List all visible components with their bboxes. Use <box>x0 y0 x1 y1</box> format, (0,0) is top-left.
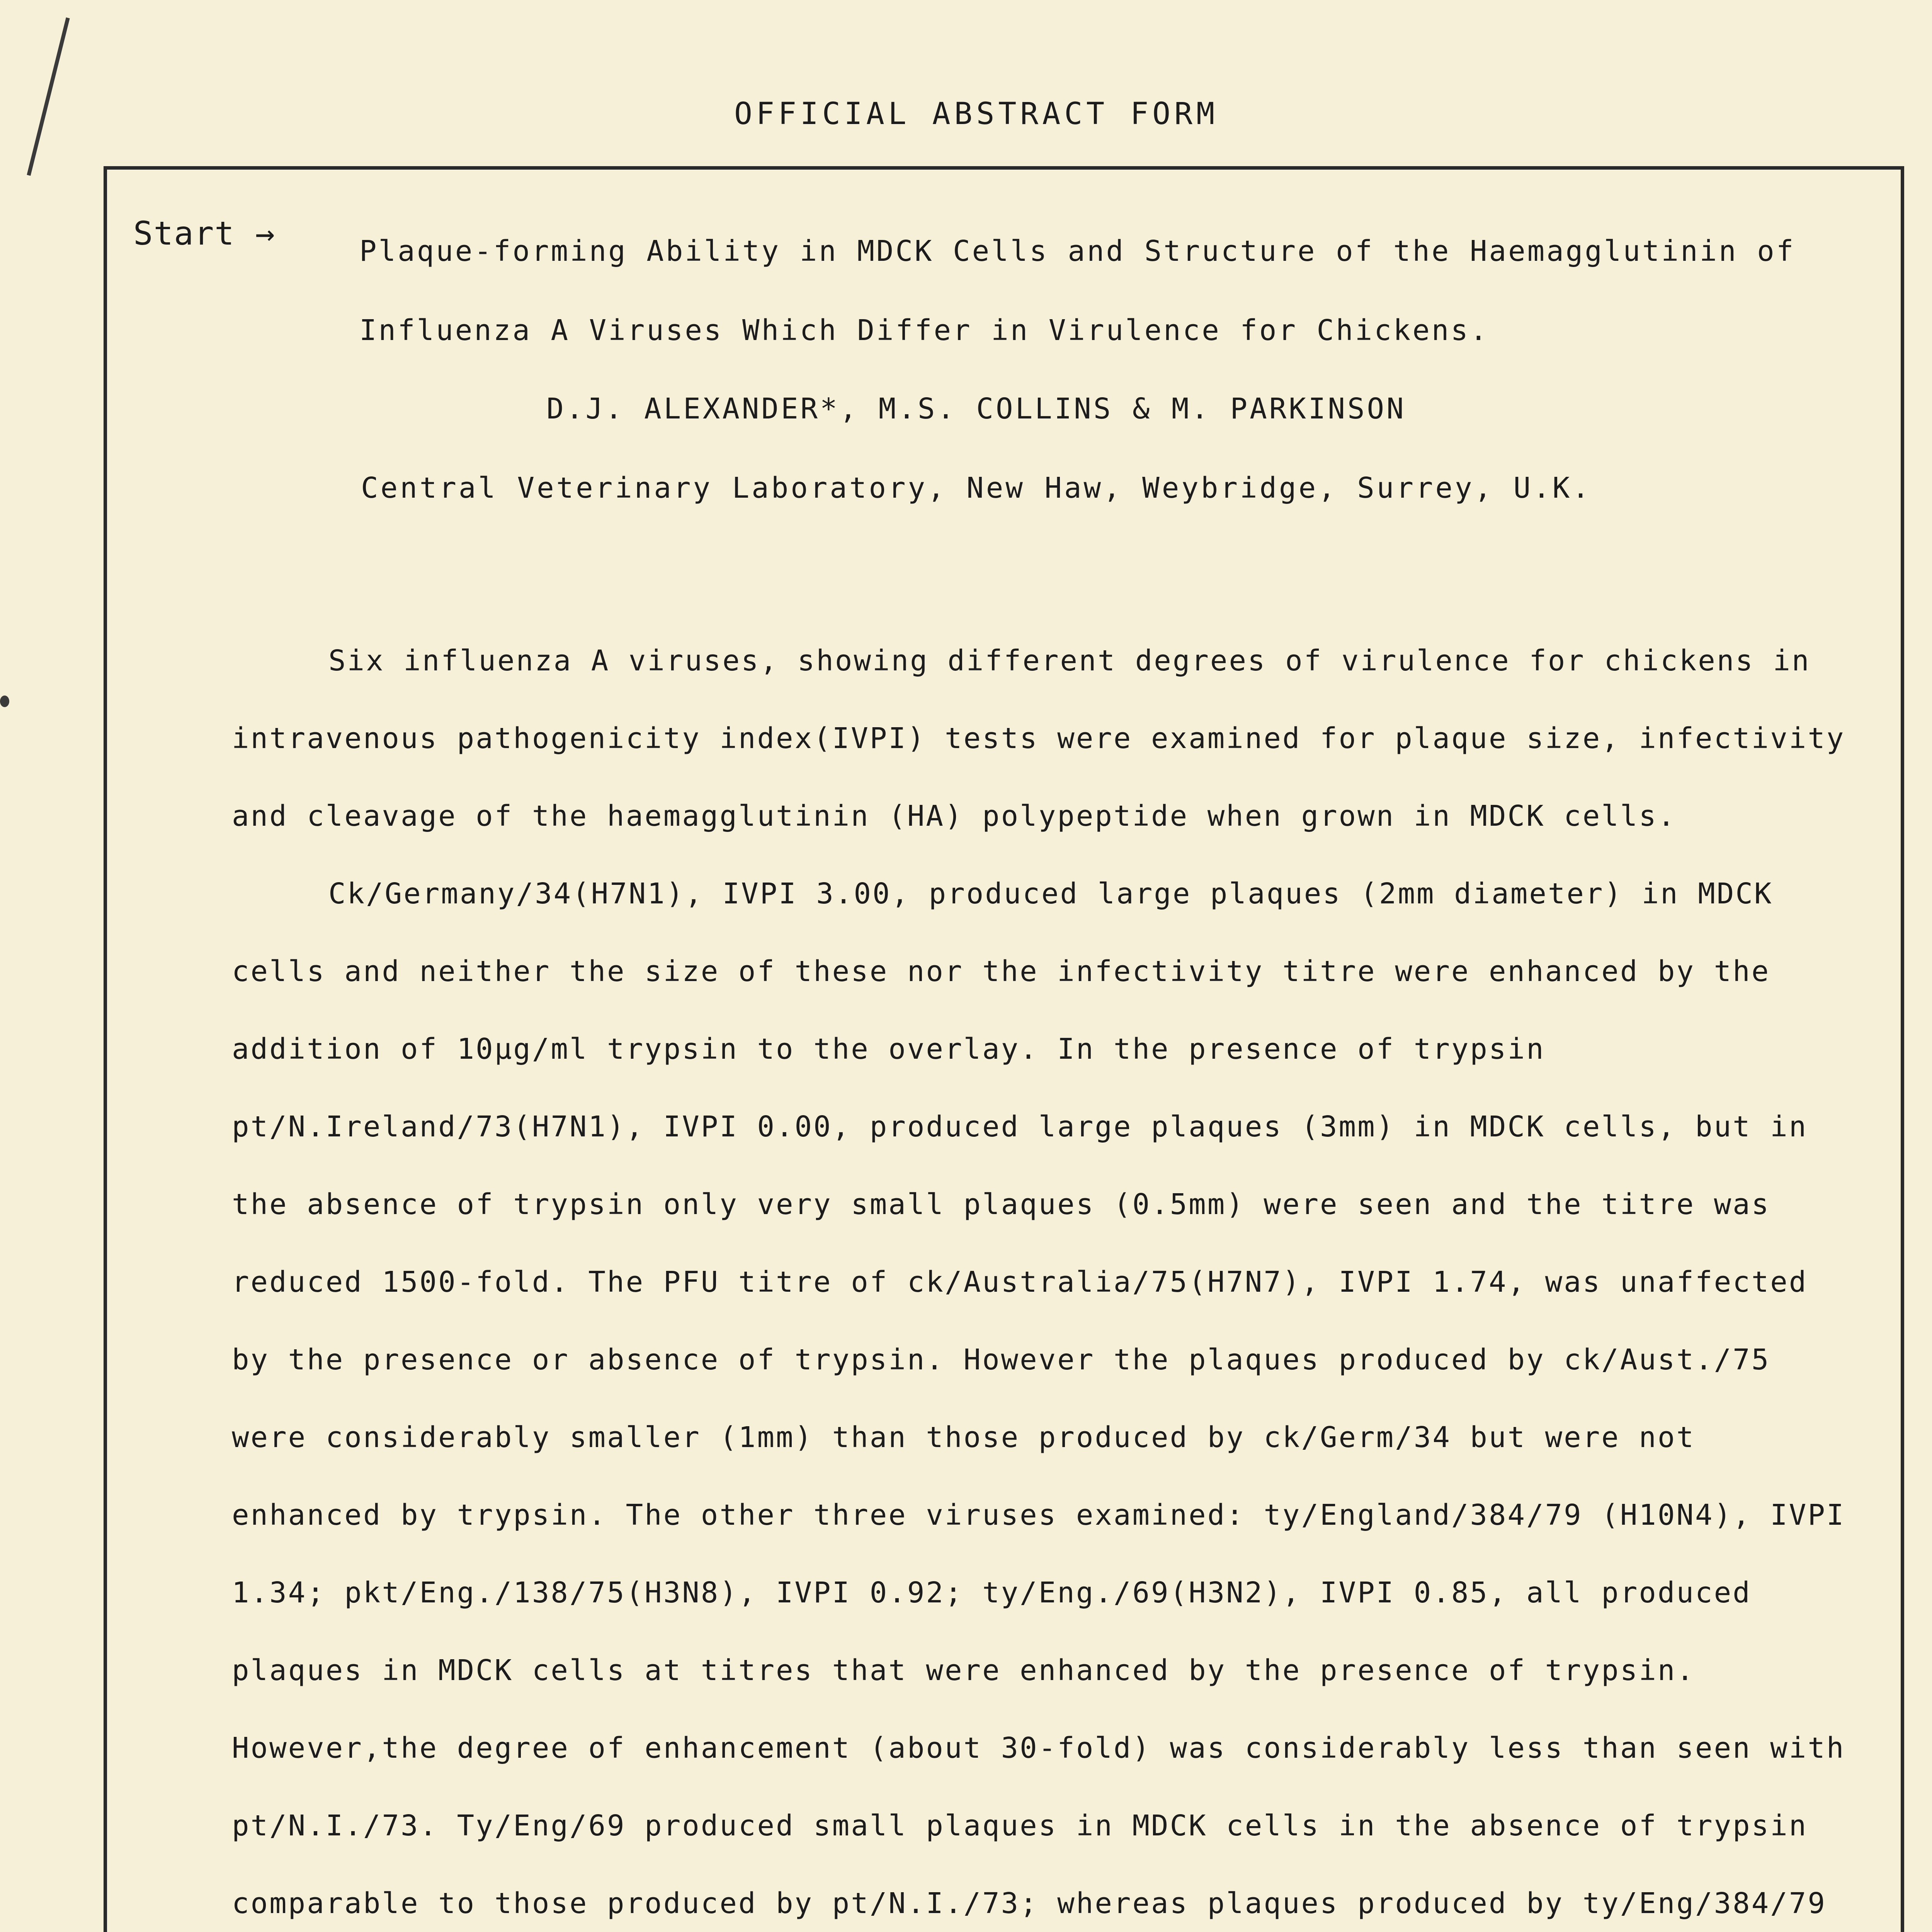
affiliation-line: Central Veterinary Laboratory, New Haw, Weybridge, Surrey, U.K. <box>361 471 1592 505</box>
margin-speck <box>0 696 9 707</box>
abstract-paragraph-1: Six influenza A viruses, showing different degrees of virulence for chickens in intravenous pathogenicity index(IVPI) tests were examined for plaque size, infectivity and cleavage of the haemagglutinin (HA) polypeptide when grown in MDCK cells. <box>232 644 1845 833</box>
start-marker: Start → <box>133 214 276 252</box>
form-header: OFFICIAL ABSTRACT FORM <box>734 97 1219 131</box>
abstract-paragraph-2: Ck/Germany/34(H7N1), IVPI 3.00, produced large plaques (2mm diameter) in MDCK cells and neither the size of these nor the infectivity titre were enhanced by the addition of 10µg/ml trypsin to the overlay. In the presence of trypsin pt/N.Ireland/73(H7N1), IVPI 0.00, produced large plaques (3mm) in MDCK cells, but in the absence of trypsin only very small plaques (0.5mm) were seen and the titre was reduced 1500-fold. The PFU titre of ck/Australia/75(H7N7), IVPI 1.74, was unaffected by the presence or absence of trypsin. However the plaques produced by ck/Aust./75 were considerably smaller (1mm) than those produced by ck/Germ/34 but were not enhanced by trypsin. The other three viruses examined: ty/England/384/79 (H10N4), IVPI 1.34; pkt/Eng./138/75(H3N8), IVPI 0.92; ty/Eng./69(H3N2), IVPI 0.85, all produced plaques in MDCK cells at titres that were enhanced by the presence of trypsin. However,the degree of enhancement (about 30-fold) was considerably less than seen with pt/N.I./73. Ty/Eng/69 produced small plaques in MDCK cells in the absence of trypsin comparable to those produced by pt/N.I./73; whereas plaques produced by ty/Eng/384/79 <box>232 877 1845 1920</box>
abstract-body <box>232 622 1855 1932</box>
author-line: D.J. ALEXANDER*, M.S. COLLINS & M. PARKINSON <box>546 392 1406 425</box>
abstract-title: Plaque-forming Ability in MDCK Cells and Structure of the Haemagglutinin of Influenza A Viruses Which Differ in Virulence for Chickens. <box>359 235 1796 347</box>
